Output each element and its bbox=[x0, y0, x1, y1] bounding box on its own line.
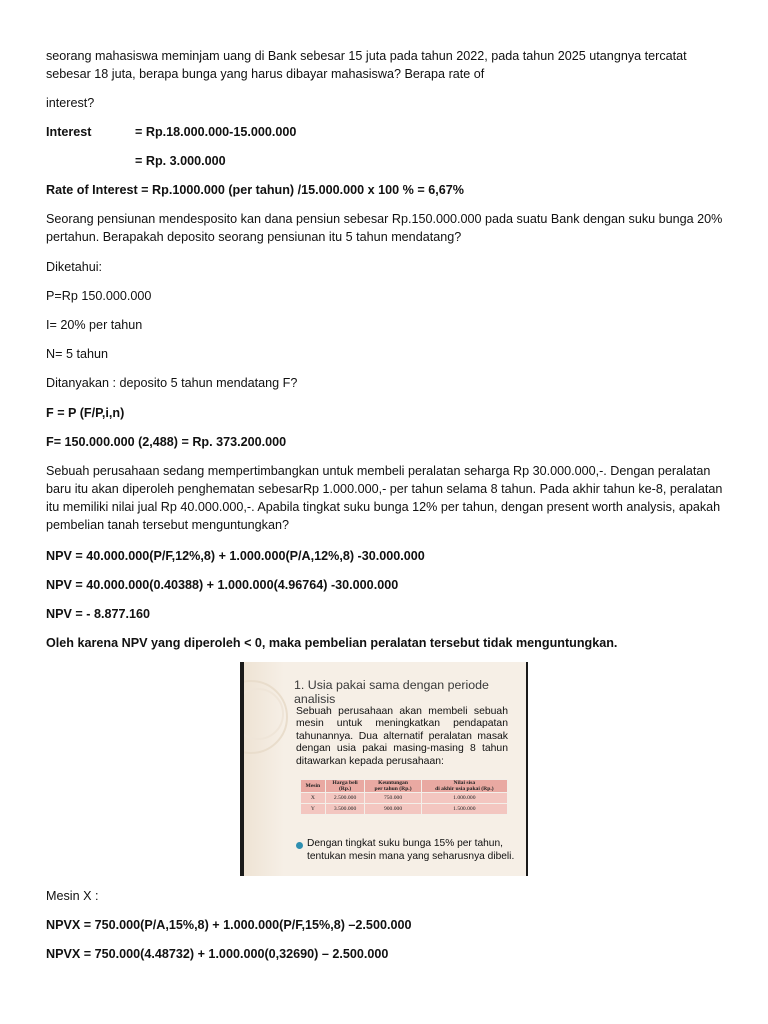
table-row bbox=[301, 804, 508, 815]
formula-f-general: F = P (F/P,i,n) bbox=[46, 406, 125, 420]
interest-formula: = Rp.18.000.000-15.000.000 bbox=[135, 125, 297, 139]
rate-of-interest: Rate of Interest = Rp.1000.000 (per tahun) /15.000.000 x 100 % = 6,67% bbox=[46, 183, 464, 197]
table-row bbox=[301, 793, 508, 804]
table-cell: 2.500.000 bbox=[325, 793, 365, 804]
table-cell: 900.000 bbox=[365, 804, 421, 815]
table-cell: Y bbox=[301, 804, 326, 815]
known-i: I= 20% per tahun bbox=[46, 318, 143, 332]
table-header: Mesin bbox=[301, 780, 326, 793]
npv-substitution: NPV = 40.000.000(0.40388) + 1.000.000(4.96764) -30.000.000 bbox=[46, 578, 399, 592]
interest-row bbox=[46, 123, 296, 141]
slide-bullet-text: Dengan tingkat suku bunga 15% per tahun, tentukan mesin mana yang seharusnya dibeli. bbox=[307, 838, 515, 862]
npv-conclusion: Oleh karena NPV yang diperoleh < 0, maka pembelian peralatan tersebut tidak menguntungkan. bbox=[46, 636, 618, 650]
npv-result: NPV = - 8.877.160 bbox=[46, 607, 150, 621]
table-cell: X bbox=[301, 793, 326, 804]
known-n: N= 5 tahun bbox=[46, 347, 108, 361]
npvx-substitution: NPVX = 750.000(4.48732) + 1.000.000(0,32690) – 2.500.000 bbox=[46, 947, 389, 961]
formula-f-result: F= 150.000.000 (2,488) = Rp. 373.200.000 bbox=[46, 435, 287, 449]
known-heading: Diketahui: bbox=[46, 260, 103, 274]
table-cell: 3.500.000 bbox=[325, 804, 365, 815]
slide-table bbox=[300, 779, 508, 815]
interest-result: = Rp. 3.000.000 bbox=[135, 154, 226, 168]
table-cell: 1.500.000 bbox=[421, 804, 507, 815]
table-cell: 750.000 bbox=[365, 793, 421, 804]
asked-line: Ditanyakan : deposito 5 tahun mendatang F? bbox=[46, 376, 298, 390]
known-p: P=Rp 150.000.000 bbox=[46, 289, 152, 303]
table-header: Harga beli (Rp.) bbox=[325, 780, 365, 793]
table-header: Keuntungan per tahun (Rp.) bbox=[365, 780, 421, 793]
paragraph-equipment-question: Sebuah perusahaan sedang mempertimbangkan untuk membeli peralatan seharga Rp 30.000.000,-. Dengan peralatan baru itu akan diperoleh penghematan sebesarRp 1.000.000,- per tahun selama 8 tahun. Pada akhir tahun ke-8, peralatan itu memiliki nilai jual Rp 40.000.000,-. Apabila tingkat suku bunga 12% per tahun, dengan present worth analysis, apakah pembelian tanah tersebut menguntungkan? bbox=[46, 464, 723, 532]
paragraph-loan-question-end: interest? bbox=[46, 96, 95, 110]
table-header: Nilai sisa di akhir usia pakai (Rp.) bbox=[421, 780, 507, 793]
table-cell: 1.000.000 bbox=[421, 793, 507, 804]
paragraph-pension-question: Seorang pensiunan mendesposito kan dana pensiun sebesar Rp.150.000.000 pada suatu Bank dengan suku bunga 20% pertahun. Berapakah deposito seorang pensiunan itu 5 tahun mendatang? bbox=[46, 212, 723, 244]
npvx-formula: NPVX = 750.000(P/A,15%,8) + 1.000.000(P/F,15%,8) –2.500.000 bbox=[46, 918, 412, 932]
bullet-icon bbox=[296, 842, 303, 849]
slide-text: Sebuah perusahaan akan membeli sebuah mesin untuk meningkatkan pendapatan tahunannya. Dua alternatif peralatan masak dengan usia pakai masing-masing 8 tahun ditawarkan kepada perusahaan: bbox=[296, 706, 508, 767]
slide-title: 1. Usia pakai sama dengan periode analisis bbox=[294, 678, 489, 706]
npv-formula: NPV = 40.000.000(P/F,12%,8) + 1.000.000(P/A,12%,8) -30.000.000 bbox=[46, 549, 425, 563]
paragraph-loan-question: seorang mahasiswa meminjam uang di Bank sebesar 15 juta pada tahun 2022, pada tahun 2025 utangnya tercatat sebesar 18 juta, berapa bunga yang harus dibayar mahasiswa? Berapa rate of bbox=[46, 49, 687, 81]
machine-x-heading: Mesin X : bbox=[46, 889, 99, 903]
embedded-slide-image bbox=[240, 662, 528, 876]
interest-label: Interest bbox=[46, 125, 92, 139]
